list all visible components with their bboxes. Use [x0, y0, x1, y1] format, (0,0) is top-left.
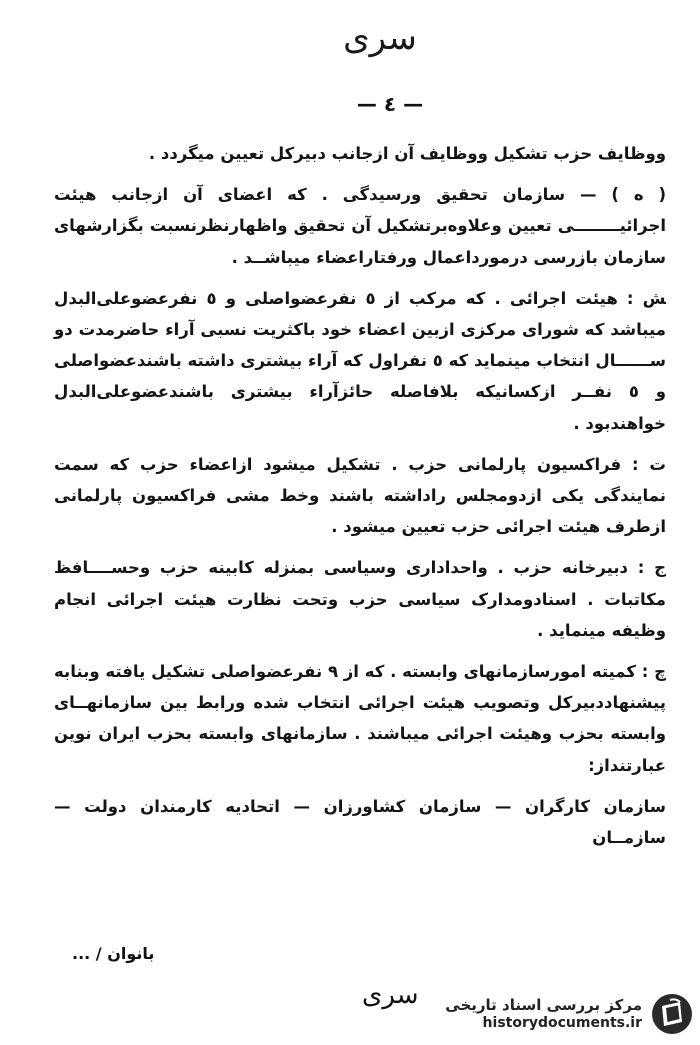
page-number: — ٤ —	[356, 92, 424, 116]
paragraph-organizations-list: سازمان کارگران — سازمان کشاورزان — اتحادیه کارمندان دولت — سازمــان	[54, 796, 666, 848]
paragraph-investigation-org: ( ه ) — سازمان تحقیق ورسیدگی . که اعضای آن ازجانب هیئت اجرائیــــــــی تعیین وعلاوه‌برتشکیل آن تحقیق واظهارنظرنسبت بگزارشهای سازمان بازرسی درمورداعمال ورفتاراعضاء میباشــد .	[54, 185, 666, 267]
continuation-note: بانوان / ...	[72, 944, 155, 963]
document-body	[54, 138, 666, 863]
paragraph-intro: ووظایف حزب تشکیل ووظایف آن ازجانب دبیرکل تعیین میگردد .	[148, 144, 666, 163]
watermark-title: مرکز بررسی اسناد تاریخی	[445, 996, 642, 1015]
paragraph-executive-board: ﺶ : هیئت اجرائی . که مرکب از ٥ نفرعضواصلی و ٥ نفرعضوعلی‌البدل میباشد که شورای مرکزی ازبین اعضاء خود باکثریت نسبی آراء حاضرمدت دو ســــــال انتخاب مینماید که ٥ نفراول که آراء بیشتری داشته باشندعضواصلی و ٥ نفــر ازکسانیکه بلافاصله حائزآراء بیشتری باشندعضوعلی‌البدل خواهندبود .	[54, 288, 666, 433]
paragraph-parliamentary-faction: ت : فراکسیون پارلمانی حزب . تشکیل میشود ازاعضاء حزب که سمت نمایندگی یکی ازدومجلس راداشته باشند وخط مشی فراکسیون پارلمانی ازطرف هیئت اجرائی حزب تعیین میشود .	[54, 454, 666, 537]
classification-stamp-top: سری	[343, 18, 417, 58]
archive-watermark	[432, 988, 694, 1040]
paragraph-affiliated-orgs-committee: چ : کمیته امورسازمانهای وابسته . که از ٩ نفرعضواصلی تشکیل یافته وبنابه پیشنهاددبیرکل وتصویب هیئت اجرائی انتخاب شده ورابط بین سازمانهــای وابسته بحزب وهیئت اجرائی میباشند . سازمانهای وابسته بحزب ایران نوین عبارتنداز:	[54, 662, 667, 775]
classification-stamp-bottom: سری	[362, 980, 419, 1010]
watermark-url: historydocuments.ir	[482, 1014, 642, 1031]
archive-logo-icon	[650, 992, 694, 1036]
watermark-text	[445, 997, 642, 1030]
paragraph-secretariat: ج : دبیرخانه حزب . واحداداری وسیاسی بمنزله کابینه حزب وحســــافظ مکاتبات . اسنادومدارک سیاسی حزب وتحت نظارت هیئت اجرائی انجام وظیفه مینماید .	[54, 558, 666, 640]
